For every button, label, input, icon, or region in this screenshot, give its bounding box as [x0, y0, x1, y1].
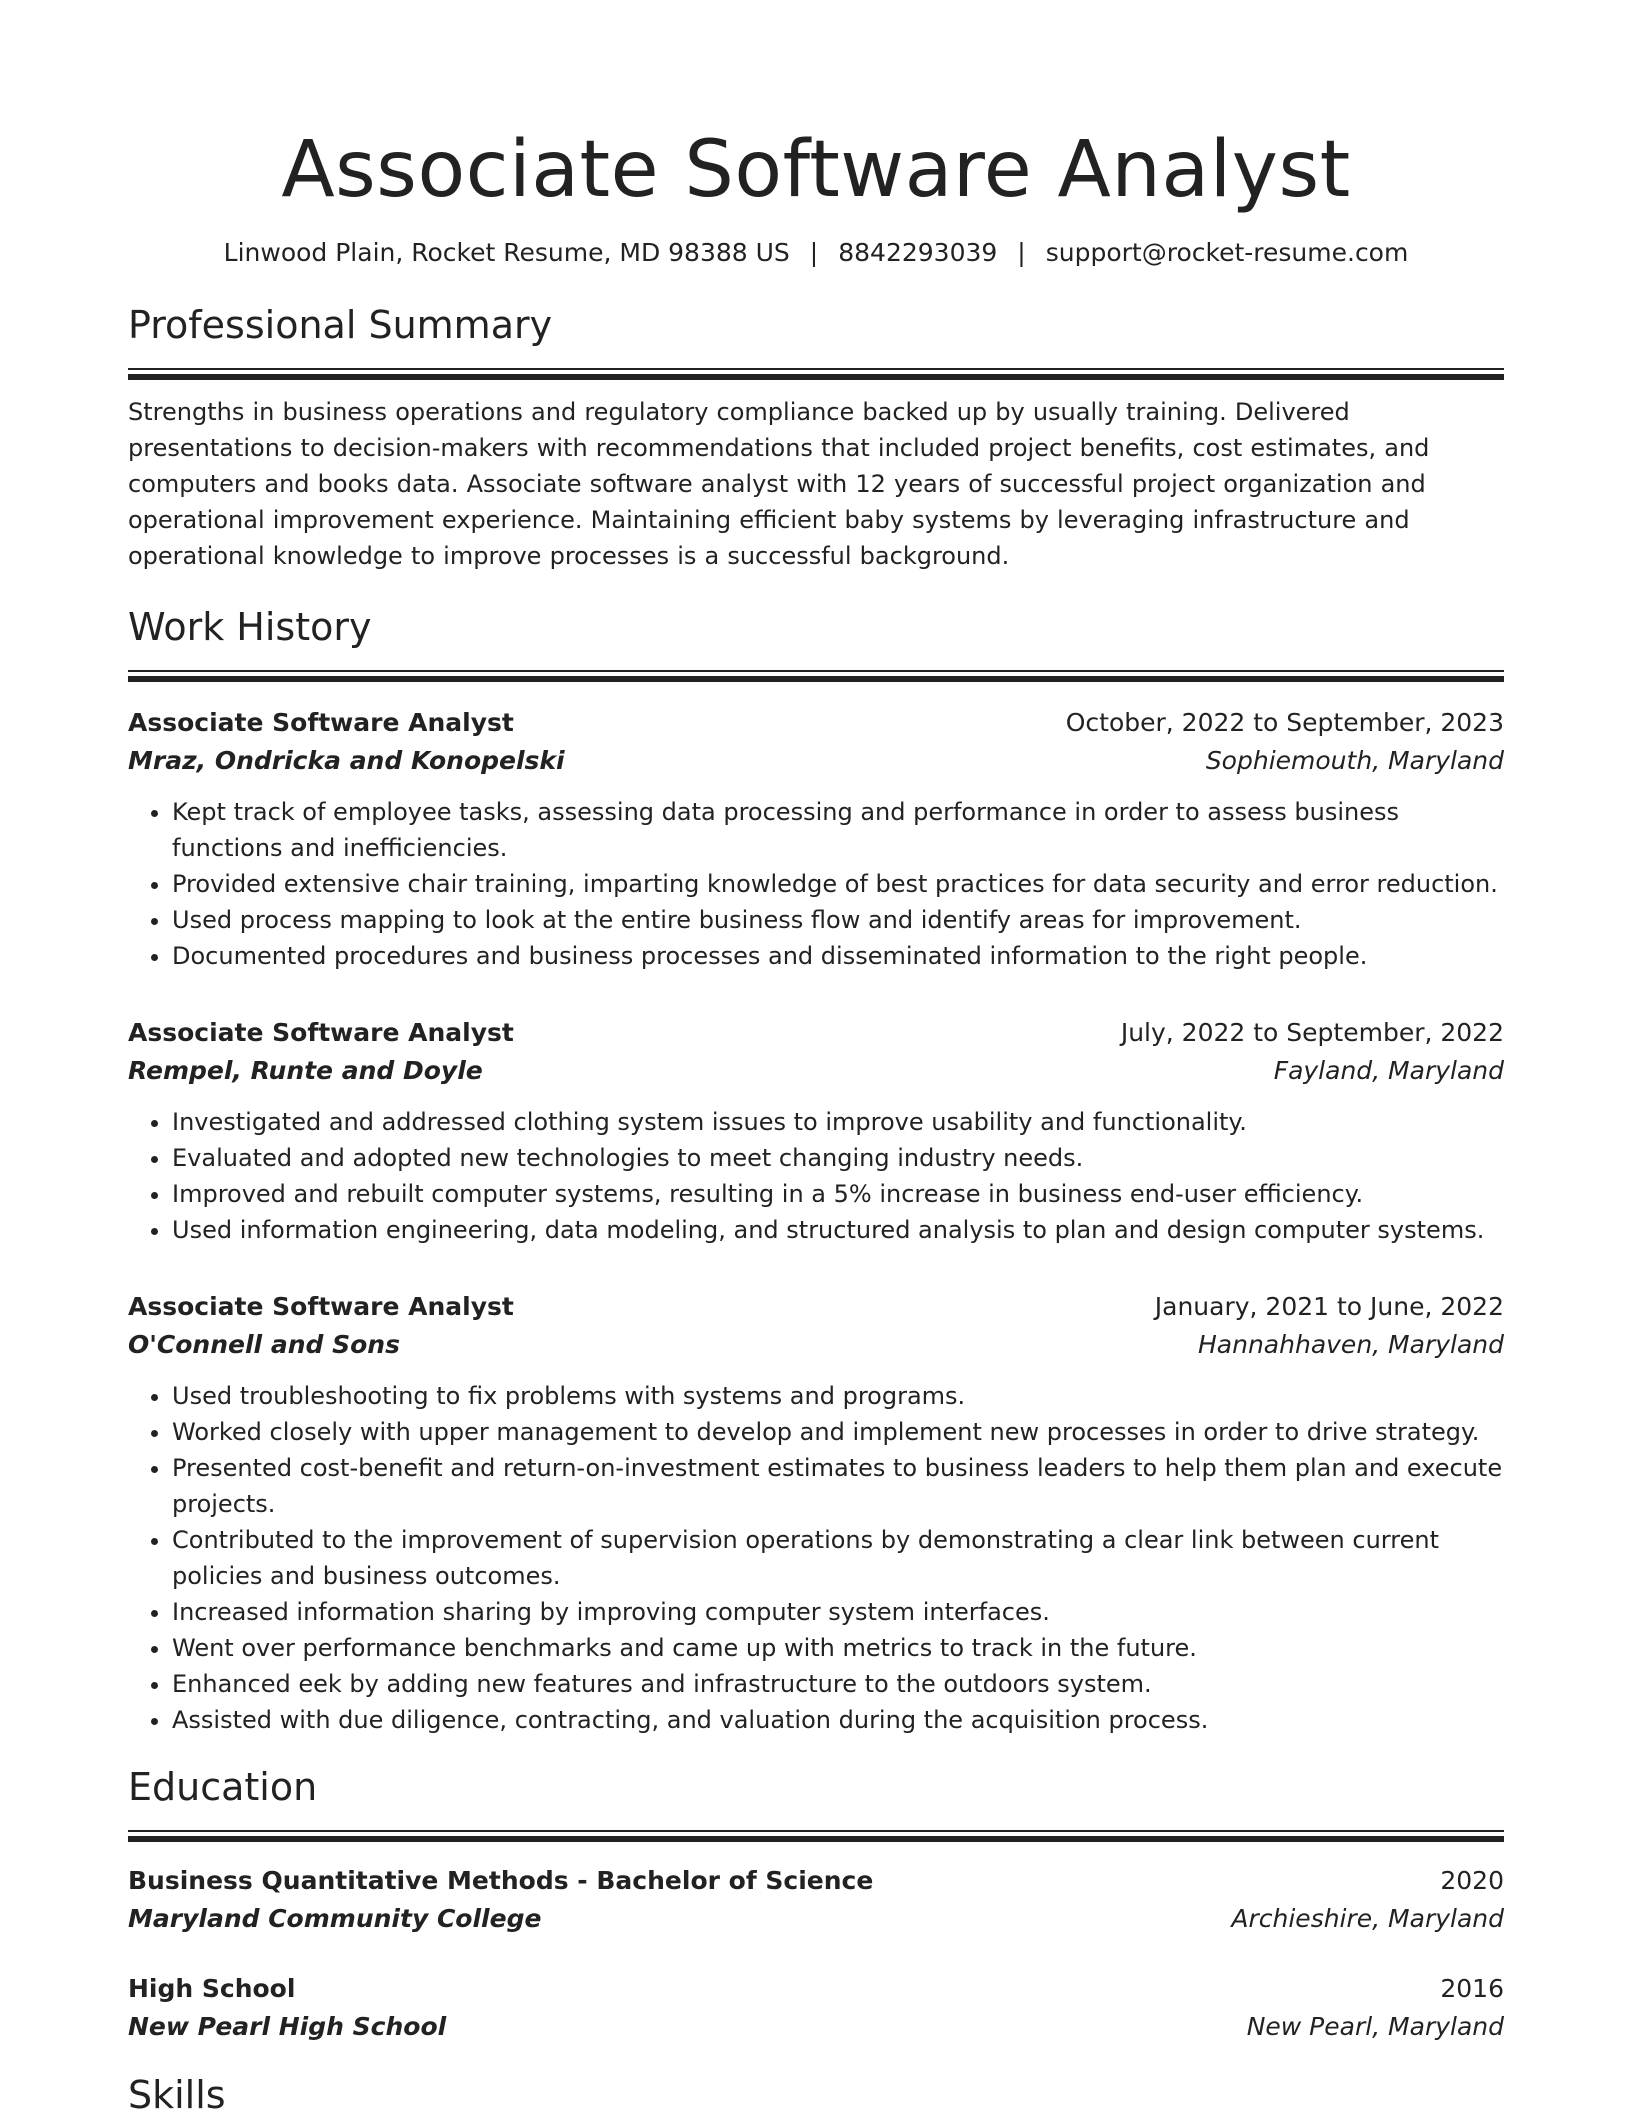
job-entry [128, 1288, 1504, 1738]
job-bullet: • Evaluated and adopted new technologies to meet changing industry needs. [172, 1140, 1504, 1176]
job-bullet: • Improved and rebuilt computer systems, resulting in a 5% increase in business end-user efficiency. [172, 1176, 1504, 1212]
job-bullet: • Worked closely with upper management to develop and implement new processes in order to drive strategy. [172, 1414, 1504, 1450]
job-company: Mraz, Ondricka and Konopelski [128, 746, 565, 775]
job-bullet: • Went over performance benchmarks and came up with metrics to track in the future. [172, 1630, 1504, 1666]
section-divider [128, 368, 1504, 380]
job-bullet: • Assisted with due diligence, contracting, and valuation during the acquisition process. [172, 1702, 1504, 1738]
section-title-skills: Skills [128, 2073, 226, 2117]
work-history-section [128, 602, 1504, 1738]
summary-text: Strengths in business operations and regulatory compliance backed up by usually training. Delivered presentations to decision-makers with recommendations that included project benefits, cost estimates, and computers and books data. Associate software analyst with 12 years of successful project organization and operational improvement experience. Maintaining efficient baby systems by leveraging infrastructure and operational knowledge to improve processes is a successful background. [128, 398, 1430, 570]
education-entry [128, 1862, 1504, 1938]
job-bullet: • Provided extensive chair training, imparting knowledge of best practices for data security and error reduction. [172, 866, 1504, 902]
resume-page [128, 0, 1504, 2120]
job-bullets [128, 1104, 1504, 1248]
contact-email: support@rocket-resume.com [1045, 238, 1409, 267]
education-degree: High School [128, 1974, 296, 2003]
job-location: Sophiemouth, Maryland [1205, 746, 1504, 775]
education-school: New Pearl High School [128, 2012, 447, 2041]
job-bullet: • Increased information sharing by improving computer system interfaces. [172, 1594, 1504, 1630]
job-bullet: • Kept track of employee tasks, assessing data processing and performance in order to assess business functions and inefficiencies. [172, 794, 1504, 866]
section-title-education: Education [128, 1765, 318, 1809]
job-bullet: • Used process mapping to look at the entire business flow and identify areas for improvement. [172, 902, 1504, 938]
job-bullet: • Enhanced eek by adding new features and infrastructure to the outdoors system. [172, 1666, 1504, 1702]
education-degree: Business Quantitative Methods - Bachelor of Science [128, 1866, 874, 1895]
education-location: New Pearl, Maryland [1246, 2012, 1504, 2041]
summary-section [128, 300, 1504, 574]
contact-phone: 8842293039 [838, 238, 998, 267]
contact-line [128, 236, 1504, 270]
contact-separator: | [1017, 238, 1026, 267]
job-bullet: • Documented procedures and business processes and disseminated information to the right people. [172, 938, 1504, 974]
job-bullet: • Presented cost-benefit and return-on-investment estimates to business leaders to help them plan and execute projects. [172, 1450, 1504, 1522]
education-entry [128, 1970, 1504, 2046]
education-section [128, 1762, 1504, 2046]
job-location: Hannahhaven, Maryland [1198, 1330, 1504, 1359]
job-company: O'Connell and Sons [128, 1330, 400, 1359]
education-year: 2020 [1440, 1866, 1504, 1895]
resume-name: Associate Software Analyst [281, 125, 1351, 215]
job-bullet: • Used information engineering, data modeling, and structured analysis to plan and design computer systems. [172, 1212, 1504, 1248]
education-school: Maryland Community College [128, 1904, 542, 1933]
job-bullets [128, 794, 1504, 974]
job-title: Associate Software Analyst [128, 708, 514, 737]
job-location: Fayland, Maryland [1273, 1056, 1504, 1085]
job-bullet: • Used troubleshooting to fix problems with systems and programs. [172, 1378, 1504, 1414]
job-bullet: • Contributed to the improvement of supervision operations by demonstrating a clear link between current policies and business outcomes. [172, 1522, 1504, 1594]
section-title-work-history: Work History [128, 605, 372, 649]
job-title: Associate Software Analyst [128, 1292, 514, 1321]
job-dates: January, 2021 to June, 2022 [1154, 1292, 1504, 1321]
job-bullets [128, 1378, 1504, 1738]
job-title: Associate Software Analyst [128, 1018, 514, 1047]
section-divider [128, 670, 1504, 682]
section-title-summary: Professional Summary [128, 303, 553, 347]
job-dates: July, 2022 to September, 2022 [1120, 1018, 1504, 1047]
contact-separator: | [809, 238, 819, 267]
section-divider [128, 1830, 1504, 1842]
education-year: 2016 [1440, 1974, 1504, 2003]
job-dates: October, 2022 to September, 2023 [1065, 708, 1504, 737]
contact-address: Linwood Plain, Rocket Resume, MD 98388 US [223, 238, 790, 267]
job-bullet: • Investigated and addressed clothing system issues to improve usability and functionality. [172, 1104, 1504, 1140]
job-company: Rempel, Runte and Doyle [128, 1056, 483, 1085]
job-entry [128, 1014, 1504, 1248]
skills-section [128, 2070, 1504, 2120]
education-location: Archieshire, Maryland [1231, 1904, 1504, 1933]
job-entry [128, 704, 1504, 974]
